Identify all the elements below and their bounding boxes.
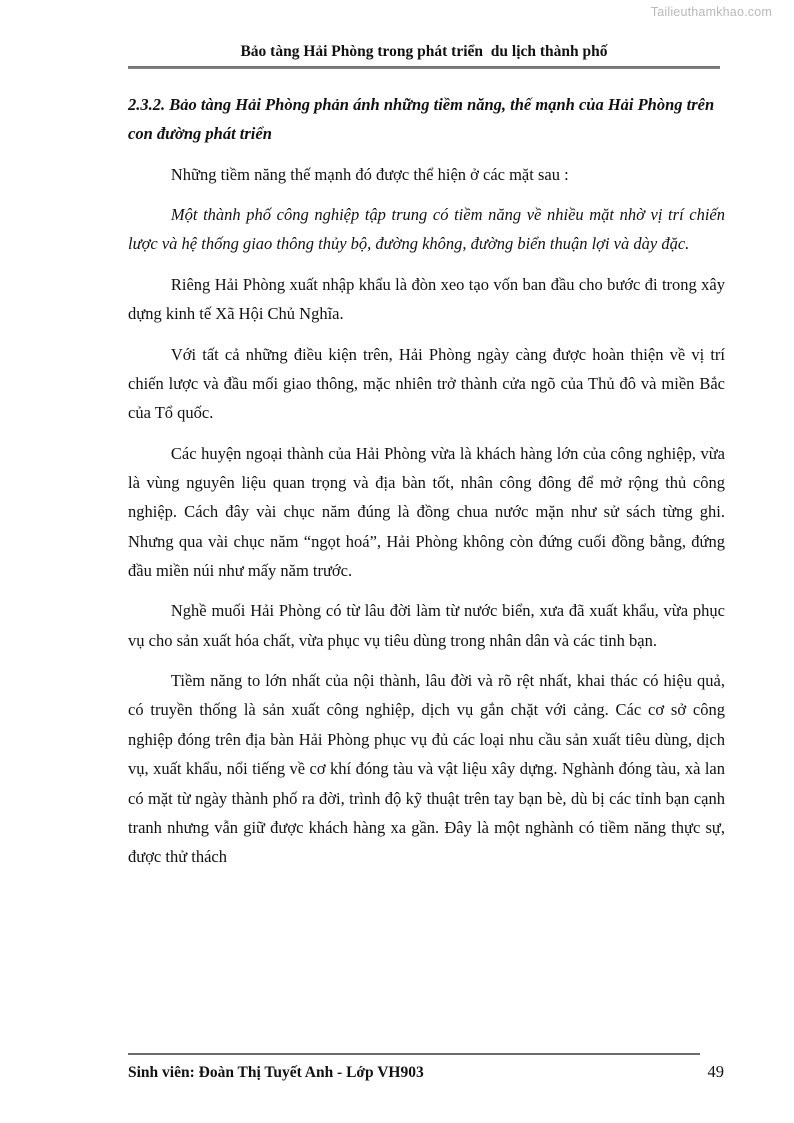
body-paragraph: Các huyện ngoại thành của Hải Phòng vừa là khách hàng lớn của công nghiệp, vừa là vùng nguyên liệu quan trọng và địa bàn tốt, nhân công đông để mở rộng thủ công nghiệp. Cách đây vài chục năm đúng là đồng chua nước mặn như sử sách từng ghi. Nhưng qua vài chục năm “ngọt hoá”, Hải Phòng không còn đứng cuối đồng bằng, đứng đầu miền núi như mấy năm trước. [128,443,725,581]
body-paragraph: Với tất cả những điều kiện trên, Hải Phòng ngày càng được hoàn thiện về vị trí chiến lược và đầu mối giao thông, mặc nhiên trở thành cửa ngõ của Thủ đô và miền Bắc của Tổ quốc. [128,344,725,423]
body-paragraph-italic: Một thành phố công nghiệp tập trung có tiềm năng về nhiều mặt nhờ vị trí chiến lược và hệ thống giao thông thủy bộ, đường không, đường biển thuận lợi và dày đặc. [128,205,725,254]
header-title: Bảo tàng Hải Phòng trong phát triển du lịch thành phố [240,43,608,60]
site-watermark: Tailieuthamkhao.com [650,5,772,19]
running-footer [128,1053,725,1082]
page-number: 49 [707,1062,724,1081]
running-header [128,42,720,69]
section-heading: 2.3.2. Bảo tàng Hải Phòng phản ánh những tiềm năng, thế mạnh của Hải Phòng trên con đường phát triển [128,95,715,144]
body-paragraph: Tiềm năng to lớn nhất của nội thành, lâu đời và rõ rệt nhất, khai thác có hiệu quả, có truyền thống là sản xuất công nghiệp, dịch vụ gắn chặt với cảng. Các cơ sở công nghiệp đóng trên địa bàn Hải Phòng phục vụ đủ các loại nhu cầu sản xuất tiêu dùng, dịch vụ, xuất khẩu, nổi tiếng về cơ khí đóng tàu và vật liệu xây dựng. Nghành đóng tàu, xà lan có mặt từ ngày thành phố ra đời, trình độ kỹ thuật trên tay bạn bè, dù bị các tỉnh bạn cạnh tranh nhưng vẫn giữ được khách hàng xa gần. Đây là một nghành có tiềm năng thực sự, được thử thách [128,671,725,867]
body-paragraph: Những tiềm năng thế mạnh đó được thể hiện ở các mặt sau : [170,164,569,184]
document-body [128,90,725,872]
footer-row [128,1055,725,1082]
body-paragraph: Riêng Hải Phòng xuất nhập khẩu là đòn xeo tạo vốn ban đầu cho bước đi trong xây dựng kinh tế Xã Hội Chủ Nghĩa. [128,274,725,324]
footer-student-line: Sinh viên: Đoàn Thị Tuyết Anh - Lớp VH903 [128,1064,424,1081]
body-paragraph: Nghề muối Hải Phòng có từ lâu đời làm từ nước biển, xưa đã xuất khẩu, vừa phục vụ cho sản xuất hóa chất, vừa phục vụ tiêu dùng trong nhân dân và các tinh bạn. [128,601,725,650]
header-divider [128,66,720,69]
